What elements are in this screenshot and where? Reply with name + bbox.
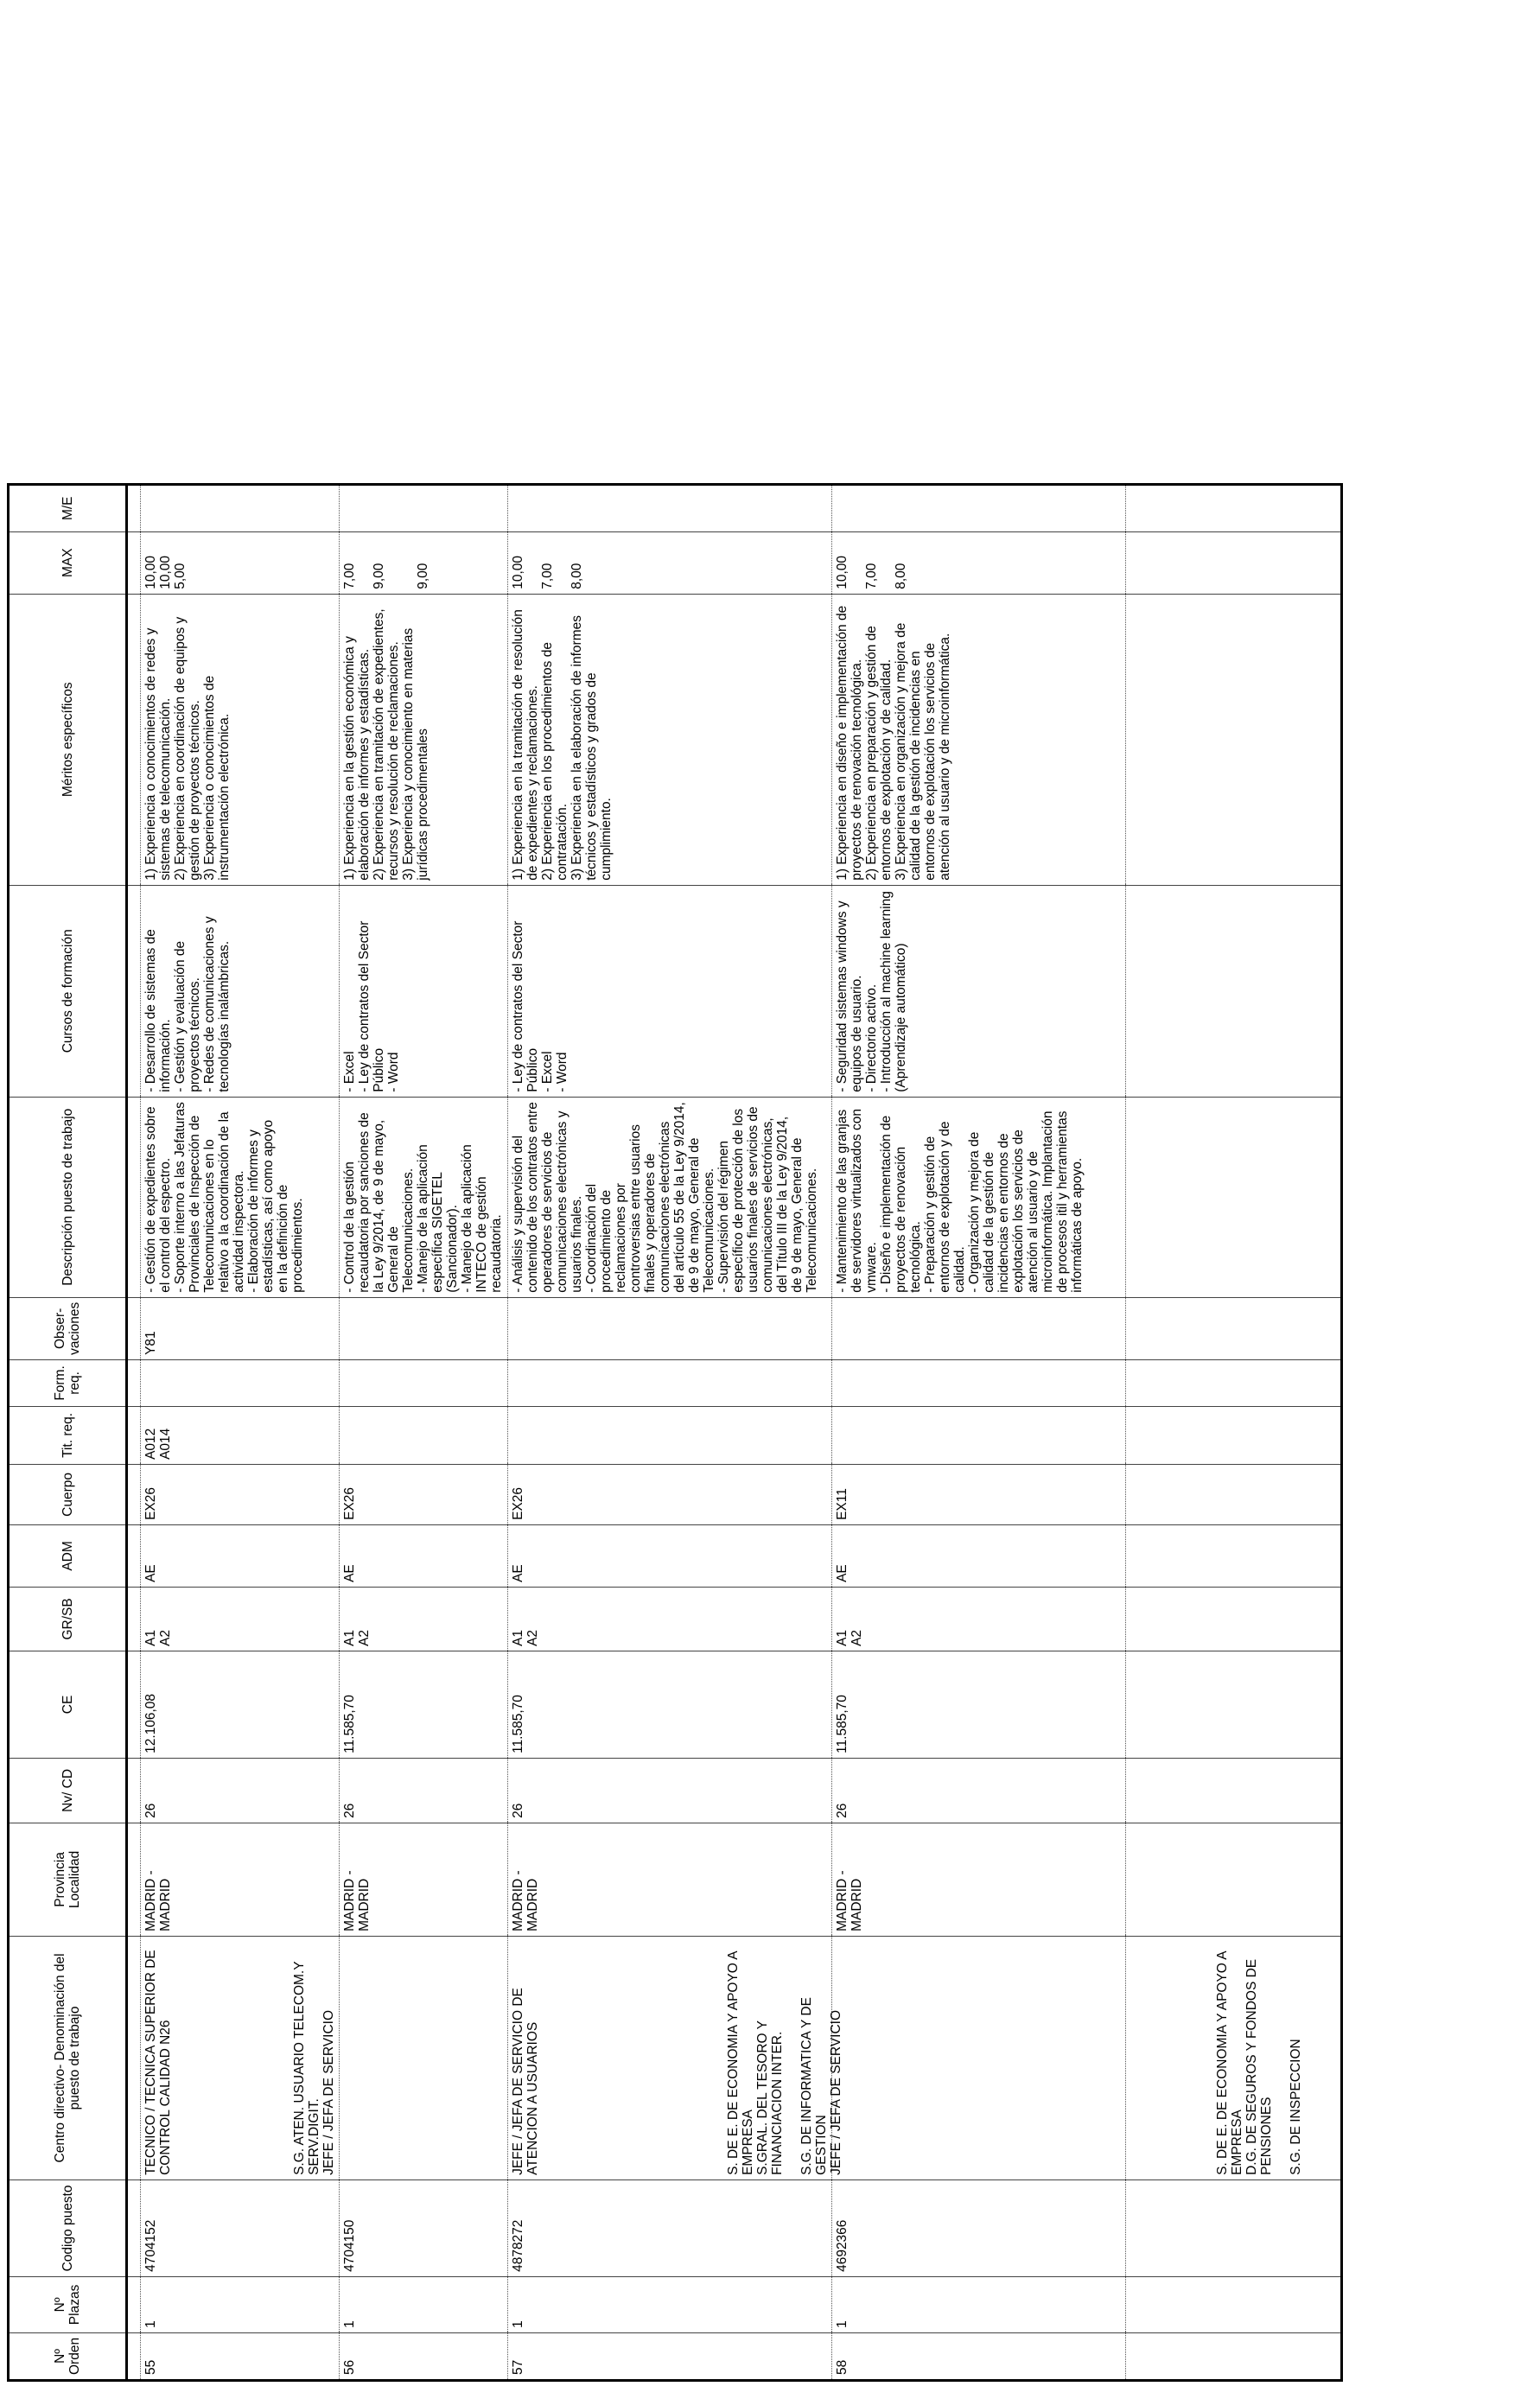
observaciones-cell [340,1297,508,1359]
formacion-cell [508,1359,832,1406]
provincia-cell: MADRID - MADRID [508,1823,832,1936]
header-cursos: Cursos de formación [9,885,127,1097]
header-plazas: Nº Plazas [9,2276,127,2332]
centro-org: S.G. ATEN. USUARIO TELECOM.Y SERV.DIGIT. [292,1961,321,2175]
meritos-cell: 1) Experiencia en diseño e implementación de proyectos de renovación tecnológica. 2) Experiencia en preparación y gestión de entornos de explotación y de calidad. 3) Experiencia en organización y mejora de calidad de la gestión de incidencias en entornos de explotación los servicios de atención al usuario y de microinformática. [832,594,1126,885]
me-cell [508,484,832,531]
observaciones-cell [508,1297,832,1359]
descripcion-cell: - Mantenimiento de las granjas de servidores virtualizados con vmware. - Diseño e implementación de proyectos de renovación tecnológica. - Preparación y gestión de entornos de explotación y de calidad. - Organización y mejora de calidad de la gestión de incidencias en entornos de explotación los servicios de atención al usuario y de microinformática. Implantación de procesos itil y herramientas informáticas de apoyo. [832,1097,1126,1297]
codigo-cell: 4692366 [832,2179,1126,2276]
plazas-cell: 1 [141,2276,340,2332]
formacion-cell [340,1359,508,1406]
provincia-cell: MADRID - MADRID [832,1823,1126,1936]
observaciones-cell [832,1297,1126,1359]
orden-cell: 57 [508,2332,832,2380]
centro-org: S. DE E. DE ECONOMIA Y APOYO A EMPRESA S.GRAL. DEL TESORO Y FINANCIACION INTER. S.G. DE INFORMATICA Y DE GESTION [726,1951,829,2175]
header-codigo: Codigo puesto [9,2179,127,2276]
plazas-cell: 1 [508,2276,832,2332]
observaciones-cell: Y81 [141,1297,340,1359]
nivel-cell: 26 [832,1758,1126,1823]
cursos-cell: - Seguridad sistemas windows y equipos de usuario. - Directorio activo. - Introducción al machine learning (Aprendizaje automático) [832,885,1126,1097]
meritos-cell: 1) Experiencia o conocimientos de redes y sistemas de telecomunicación. 2) Experiencia en coordinación de equipos y gestión de proyectos técnicos. 3) Experiencia o conocimientos de instrumentación electrónica. [141,594,340,885]
grupo-cell: A1 A2 [832,1587,1126,1651]
spacer-row [127,484,141,2380]
header-centro: Centro directivo- Denominación del puesto de trabajo [9,1936,127,2179]
adm-cell: AE [141,1524,340,1587]
plazas-cell: 1 [340,2276,508,2332]
nivel-cell: 26 [508,1758,832,1823]
descripcion-cell: - Análisis y supervisión del contenido de los contratos entre operadores de servicios de comunicaciones electrónicas y usuarios finales. - Coordinación del procedimiento de reclamaciones por controversias entre usuarios finales y operadores de comunicaciones electrónicas del artículo 55 de la Ley 9/2014, de 9 de mayo, General de Telecomunicaciones. - Supervisión del régimen específico de protección de los usuarios finales de servicios de comunicaciones electrónicas, del Título III de la Ley 9/2014, de 9 de mayo, General de Telecomunicaciones. [508,1097,832,1297]
header-titulacion: Tit. req. [9,1406,127,1464]
ce-cell: 11.585,70 [340,1651,508,1758]
grupo-cell: A1 A2 [340,1587,508,1651]
centro-cell [1126,1936,1342,2179]
titulacion-cell: A012 A014 [141,1406,340,1464]
header-adm: ADM [9,1524,127,1587]
header-provincia: Provincia Localidad [9,1823,127,1936]
table-row [832,484,1126,2380]
meritos-cell: 1) Experiencia en la tramitación de resolución de expedientes y reclamaciones. 2) Experiencia en los procedimientos de contratación. 3) Experiencia en la elaboración de informes técnicos y estadísticos y grados de cumplimiento. [508,594,832,885]
header-max: MAX [9,531,127,594]
codigo-cell: 4704150 [340,2179,508,2276]
max-cell: 7,00 9,00 9,00 [340,531,508,594]
cuerpo-cell: EX26 [340,1464,508,1524]
adm-cell: AE [340,1524,508,1587]
header-me: M/E [9,484,127,531]
cuerpo-cell: EX11 [832,1464,1126,1524]
header-nivel: Nv/ CD [9,1758,127,1823]
table-row [340,484,508,2380]
me-cell [141,484,340,531]
provincia-cell: MADRID - MADRID [141,1823,340,1936]
ce-cell: 11.585,70 [508,1651,832,1758]
orden-cell: 58 [832,2332,1126,2380]
header-descripcion: Descripción puesto de trabajo [9,1097,127,1297]
codigo-cell: 4878272 [508,2179,832,2276]
centro-cell [292,1936,508,2179]
header-formacion: Form. req. [9,1359,127,1406]
table-row-trailing [1126,484,1342,2380]
header-grupo: GR/SB [9,1587,127,1651]
header-cuerpo: Cuerpo [9,1464,127,1524]
plazas-cell: 1 [832,2276,1126,2332]
me-cell [340,484,508,531]
formacion-cell [141,1359,340,1406]
cuerpo-cell: EX26 [508,1464,832,1524]
orden-cell: 55 [141,2332,340,2380]
header-row [9,484,127,2380]
descripcion-cell: - Gestión de expedientes sobre el control del espectro. - Soporte interno a las Jefaturas Provinciales de Inspección de Telecomunicaciones en lo relativo a la coordinación de la actividad inspectora. - Elaboración de informes y estadísticas, así como apoyo en la definición de procedimientos. [141,1097,340,1297]
centro-puesto: JEFE / JEFA DE SERVICIO DE ATENCION A USUARIOS [511,1988,540,2175]
max-cell: 10,00 7,00 8,00 [832,531,1126,594]
ce-cell: 12.106,08 [141,1651,340,1758]
nivel-cell: 26 [141,1758,340,1823]
max-cell: 10,00 10,00 5,00 [141,531,340,594]
descripcion-cell: - Control de la gestión recaudatoria por sanciones de la Ley 9/2014, de 9 de mayo, General de Telecomunicaciones. - Manejo de la aplicación específica SIGETEL (Sancionador). - Manejo de la aplicación INTECO de gestión recaudatoria. [340,1097,508,1297]
cursos-cell: - Ley de contratos del Sector Público - Excel - Word [508,885,832,1097]
max-cell: 10,00 7,00 8,00 [508,531,832,594]
provincia-cell: MADRID - MADRID [340,1823,508,1936]
codigo-cell: 4704152 [141,2179,340,2276]
adm-cell: AE [508,1524,832,1587]
orden-cell: 56 [340,2332,508,2380]
trailing-org: S. DE E. DE ECONOMIA Y APOYO A EMPRESA D.G. DE SEGUROS Y FONDOS DE PENSIONES S.G. DE INSPECCION [1215,1951,1303,2175]
ce-cell: 11.585,70 [832,1651,1126,1758]
titulacion-cell [832,1406,1126,1464]
formacion-cell [832,1359,1126,1406]
job-positions-table [7,483,1343,2382]
nivel-cell: 26 [340,1758,508,1823]
titulacion-cell [508,1406,832,1464]
header-orden: Nº Orden [9,2332,127,2380]
grupo-cell: A1 A2 [508,1587,832,1651]
cursos-cell: - Desarrollo de sistemas de información. - Gestión y evaluación de proyectos técnicos. - Redes de comunicaciones y tecnologías inalámbricas. [141,885,340,1097]
grupo-cell: A1 A2 [141,1587,340,1651]
meritos-cell: 1) Experiencia en la gestión económica y elaboración de informes y estadísticas. 2) Experiencia en tramitación de expedientes, recursos y resolución de reclamaciones. 3) Experiencia y conocimiento en materias jurídicas procedimentales [340,594,508,885]
titulacion-cell [340,1406,508,1464]
centro-puesto: JEFE / JEFA DE SERVICIO [321,2009,336,2175]
adm-cell: AE [832,1524,1126,1587]
cursos-cell: - Excel - Ley de contratos del Sector Público - Word [340,885,508,1097]
header-meritos: Méritos específicos [9,594,127,885]
header-ce: CE [9,1651,127,1758]
centro-puesto: TECNICO / TECNICA SUPERIOR DE CONTROL CALIDAD N26 [143,1950,173,2175]
me-cell [832,484,1126,531]
header-observaciones: Obser- vaciones [9,1297,127,1359]
centro-puesto: JEFE / JEFA DE SERVICIO [829,2009,843,2175]
cuerpo-cell: EX26 [141,1464,340,1524]
centro-cell [726,1936,1126,2179]
